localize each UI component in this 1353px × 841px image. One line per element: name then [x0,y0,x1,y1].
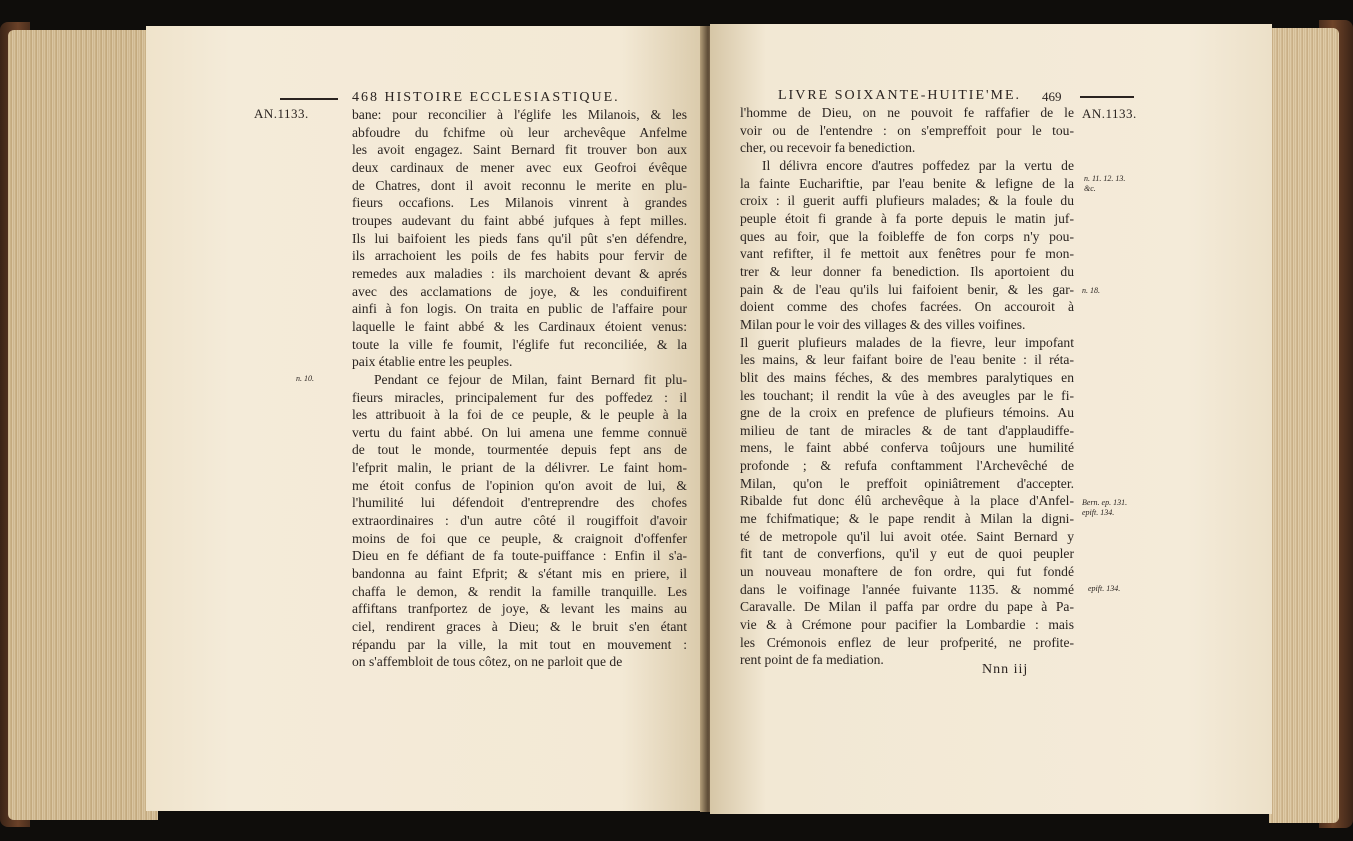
right-margin-note: Bern. ep. 131. [1082,498,1128,507]
text-line: Caravalle. De Milan il paffa par ordre du pape à Pa- [740,599,1074,615]
text-line: les touchant; il rendit la vûe à des aveugles par le fi- [740,387,1074,403]
text-line: de Chatres, dont il avoit reconnu le merite en plu- [352,177,687,193]
text-line: Ils lui baifoient les pieds fans qu'il pût s'en défendre, [352,230,687,246]
text-line: moins de foi que ce peuple, & craignoit d'offenfer [352,530,687,546]
text-line: croix : il guerit auffi plufieurs malades; & la foule du [740,193,1074,209]
text-line: rent point de fa mediation. [740,652,884,668]
text-line: vant refifter, il fe mettoit aux fenêtres pour fe mon- [740,246,1074,262]
text-line: Milan, qu'on le preffoit opiniâtrement d'accepter. [740,475,1074,491]
text-line: fit tant de converfions, qu'il y eut de quoi peupler [740,546,1074,562]
header-rule [1080,96,1134,98]
text-line: Ribalde fut donc élû archevêque à la place d'Anfel- [740,493,1074,509]
text-line: ainfi à fon logis. On traita en public de l'affaire pour [352,301,687,317]
text-line: me étoit confus de l'opinion qu'on avoit de lui, & [352,477,687,493]
text-line: Il délivra encore d'autres poffedez par la vertu de [762,157,1074,173]
page-edges-right [1269,28,1339,823]
right-margin-note: n. 18. [1082,286,1100,295]
text-line: peuple étoit fi grande à fa porte depuis le matin juf- [740,210,1074,226]
text-line: les Crémonois enflez de leur profperité, ne profite- [740,634,1074,650]
text-line: voir ou de l'entendre : on s'empreffoit pour le tou- [740,122,1074,138]
text-line: fieurs miracles, principalement fur des poffedez : il [352,389,687,405]
text-line: troupes audevant du faint abbé jufques à fept milles. [352,212,687,228]
text-line: l'humilité lui défendoit d'entreprendre des chofes [352,495,687,511]
text-line: mens, le faint abbé conferva toûjours une humilité [740,440,1074,456]
text-line: ques au foir, que la foibleffe de fon corps n'y pou- [740,228,1074,244]
text-line: fieurs occafions. Les Milanois vinrent à grandes [352,195,687,211]
text-line: affiftans tranfportez de joye, & levant les mains au [352,601,687,617]
text-line: laquelle le faint abbé & les Cardinaux étoient venus: [352,318,687,334]
text-line: profonde ; & refufa conftamment l'Archevêché de [740,458,1074,474]
text-line: pain & de l'eau qu'ils lui faifoient benir, & les gar- [740,281,1074,297]
text-line: té de metropole qu'il lui avoit otée. Saint Bernard y [740,528,1074,544]
text-line: les mains, & leur faifant boire de l'eau benite : il réta- [740,352,1074,368]
text-line: gne de la croix en prefence de plufieurs témoins. Au [740,405,1074,421]
right-body-text [740,104,1074,669]
left-page [146,26,706,811]
text-line: bane: pour reconcilier à l'églife les Milanois, & les [352,107,687,122]
text-line: Milan pour le voir des villages & des villes voifines. [740,316,1026,332]
text-line: bandonna au faint Efprit; & s'étant mis en priere, il [352,566,687,582]
signature-mark: Nnn iij [982,662,1029,677]
text-line: toute la ville fe foumit, l'églife fut reconciliée, & la [352,336,687,352]
text-line: de tout le monde, tourmentée depuis fept ans de [352,442,687,458]
right-margin-note: epift. 134. [1088,584,1121,593]
text-line: cher, ou recevoir fa benediction. [740,140,916,156]
text-line: extraordinaires : d'un autre côté il rougiffoit d'avoir [352,513,687,529]
text-line: dans le voifinage l'année fuivante 1135. & nommé [740,581,1074,597]
text-line: Il guerit plufieurs malades de la fievre, leur impofant [740,334,1074,350]
text-line: répandu par la ville, la mit tout en mouvement : [352,636,687,652]
left-running-head: 468 HISTOIRE ECCLESIASTIQUE. [352,90,620,105]
text-line: Pendant ce fejour de Milan, faint Bernard fit plu- [374,371,687,387]
text-line: doient comme des chofes facrées. On accouroit à [740,299,1074,315]
right-page [710,24,1272,814]
left-body-text [352,106,687,671]
text-line: vie & à Crémone pour pacifier la Lombardie : mais [740,617,1074,633]
right-margin-year: AN.1133. [1082,106,1137,121]
text-line: trer & leur donner fa benediction. Ils aportoient du [740,263,1074,279]
text-line: Dieu en fe défiant de fa toute-puiffance : Enfin il s'a- [352,548,687,564]
text-line: les avoit engagez. Saint Bernard fit trouver bon aux [352,142,687,158]
text-line: me fchifmatique; & le pape rendit à Milan la digni- [740,511,1074,527]
text-line: ils arrachoient les poils de fes habits pour fervir de [352,248,687,264]
text-line: on s'affembloit de tous côtez, on ne parloit que de [352,654,623,670]
left-margin-year: AN.1133. [254,106,309,121]
right-running-head: LIVRE SOIXANTE-HUITIE'ME. [778,88,1022,103]
text-line: deux cardinaux de mener avec eux Geofroi évêque [352,159,687,175]
page-edges-left [8,30,158,820]
text-line: un nouveau monaftere de fon ordre, qui fut fondé [740,564,1074,580]
header-rule [280,98,338,100]
text-line: les attribuoit à la foi de ce peuple, & le peuple à la [352,407,687,423]
text-line: l'homme de Dieu, on ne pouvoit fe raffafier de le [740,105,1074,120]
text-line: la fainte Euchariftie, par l'eau benite & lefigne de la [740,175,1074,191]
text-line: milieu de tant de miracles & de tant d'applaudiffe- [740,422,1074,438]
text-line: vertu du faint abbé. On lui amena une femme connuë [352,424,687,440]
text-line: l'efprit malin, le priant de la délivrer. Le faint hom- [352,460,687,476]
right-page-number: 469 [1042,89,1062,104]
text-line: abfoudre du fchifme où leur archevêque Anfelme [352,124,687,140]
right-margin-note: epift. 134. [1082,508,1115,517]
left-margin-note: n. 10. [296,374,314,383]
text-line: blit des mains féches, & des membres paralytiques en [740,369,1074,385]
right-margin-note: n. 11. 12. 13. [1084,174,1126,183]
right-margin-note: &c. [1084,184,1096,193]
text-line: chaffa le demon, & rendit la famille tranquille. Les [352,583,687,599]
text-line: paix établie entre les peuples. [352,354,513,370]
text-line: remedes aux maladies : ils marchoient devant & aprés [352,265,687,281]
text-line: ciel, rendirent graces à Dieu; & le bruit s'en étant [352,619,687,635]
text-line: avec des acclamations de joye, & les conduifirent [352,283,687,299]
